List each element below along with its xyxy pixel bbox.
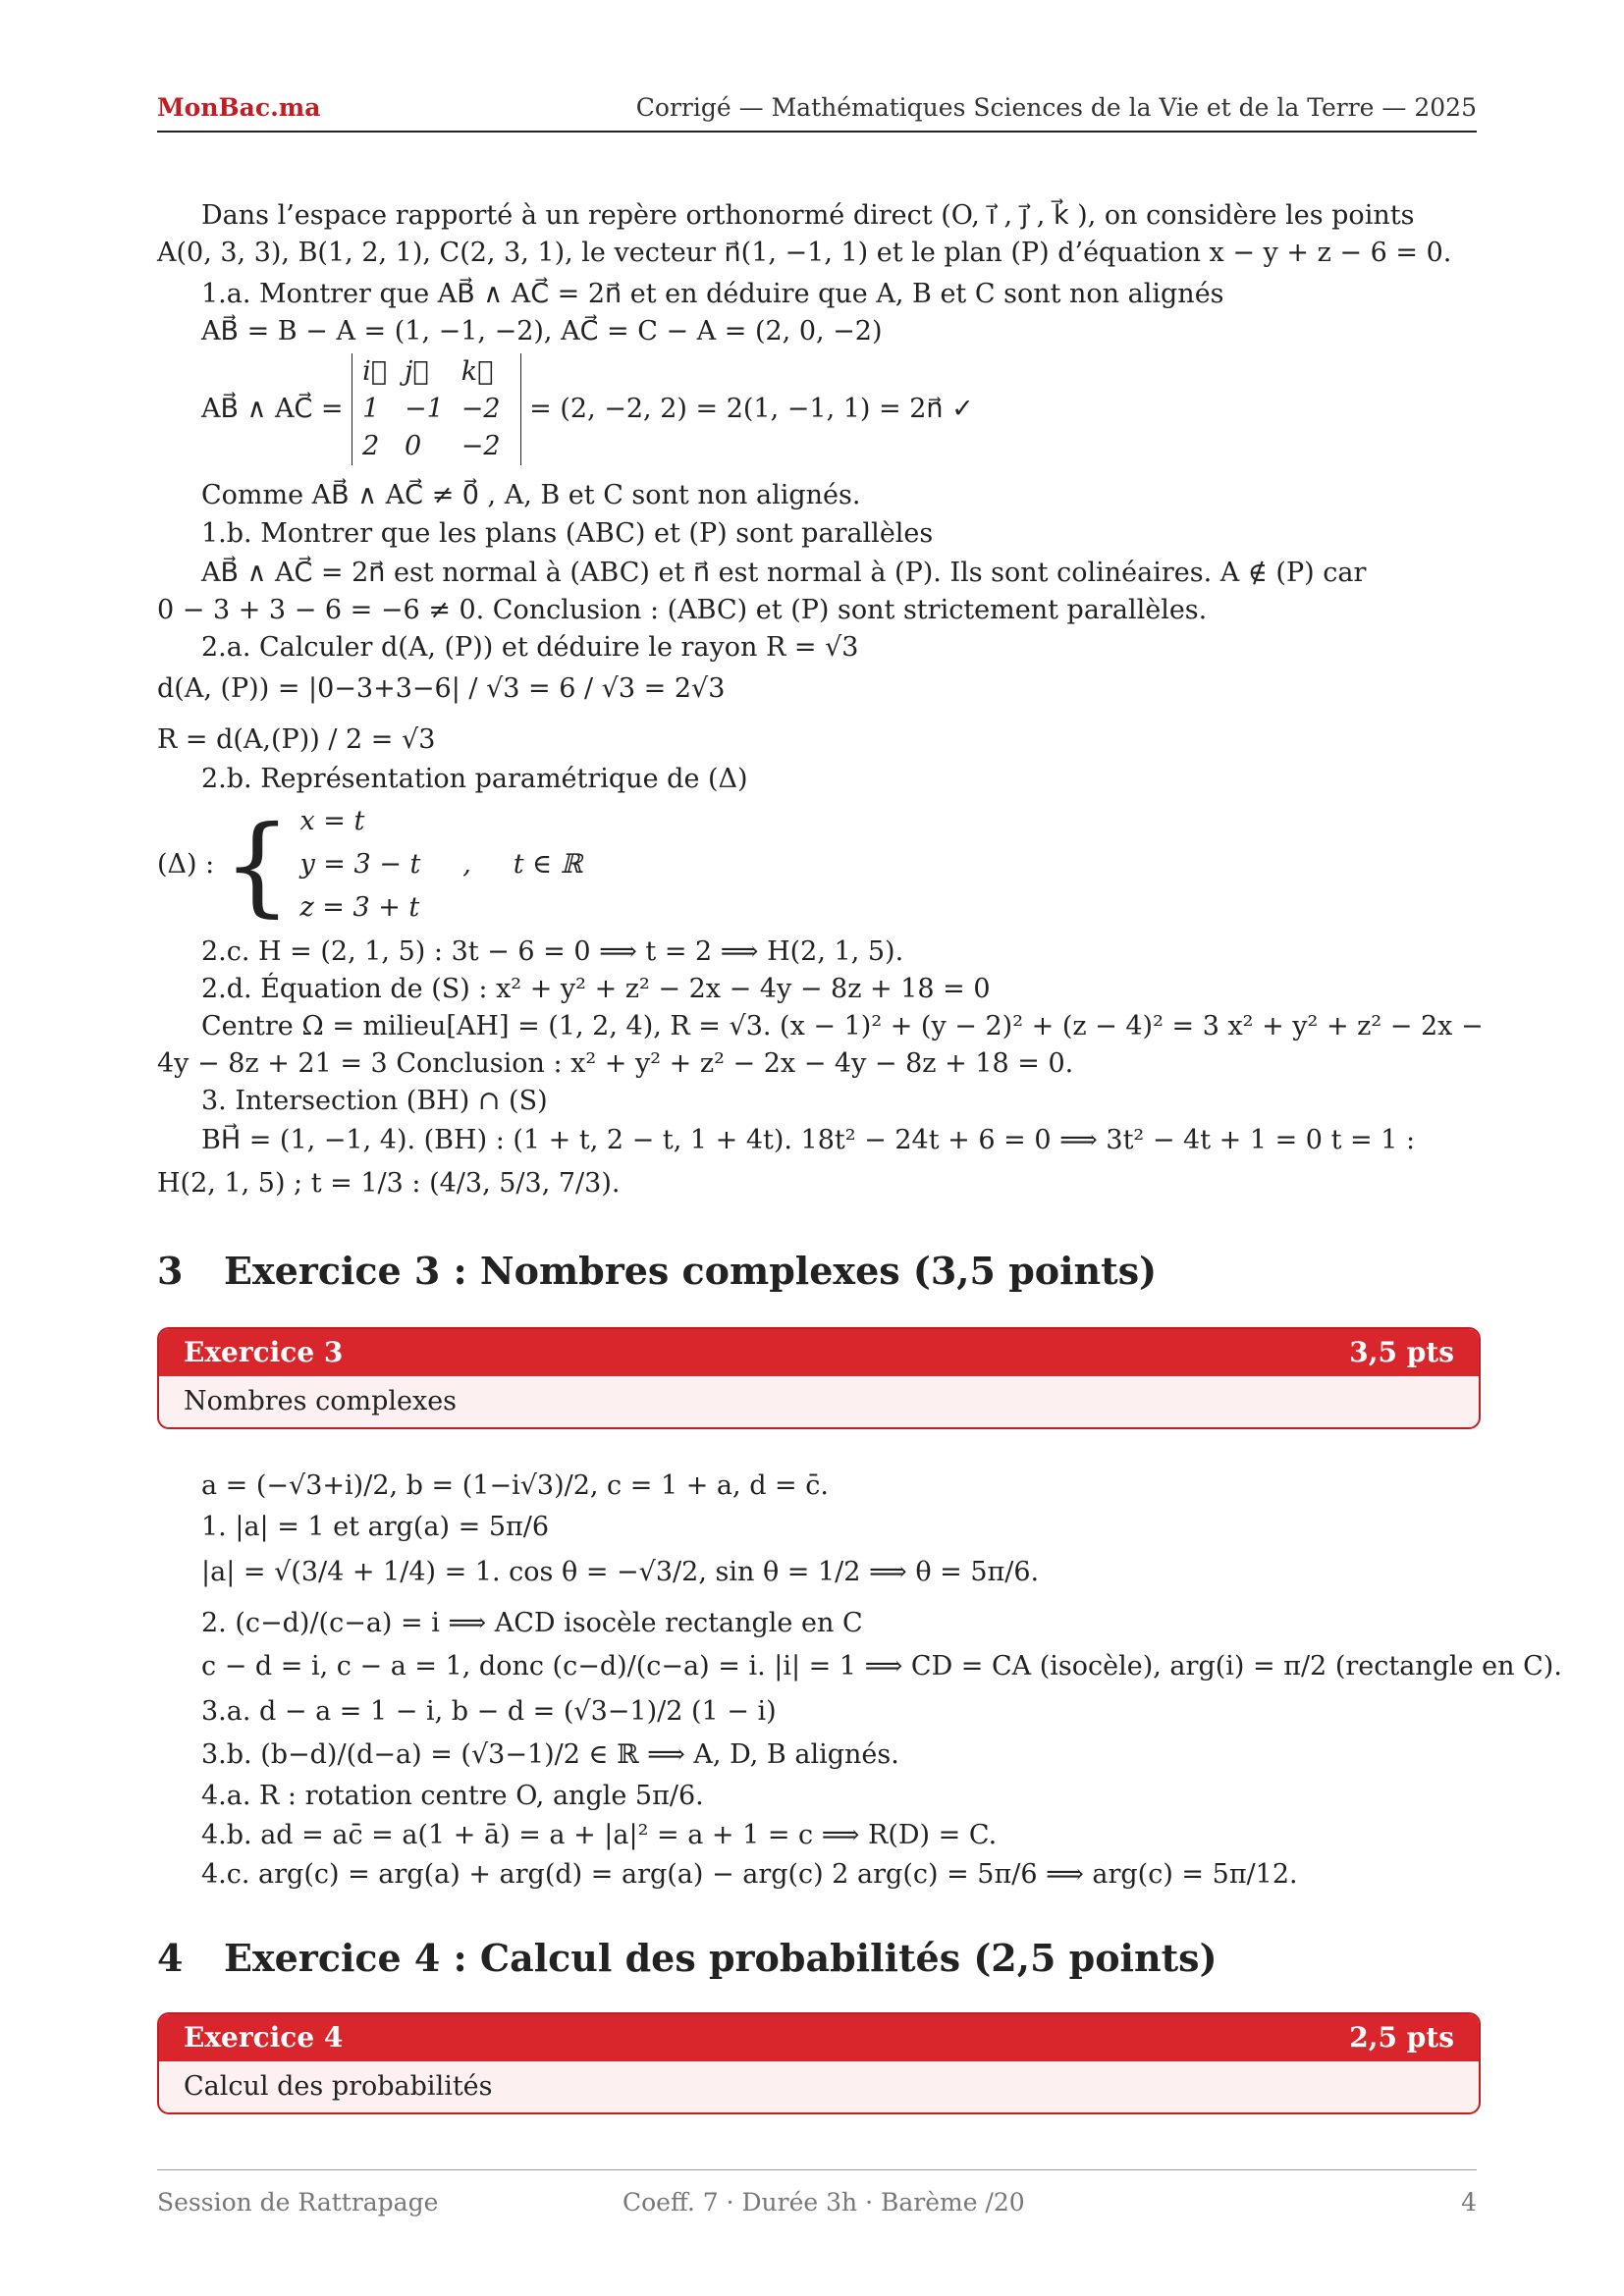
ex3-line8: 4.a. R : rotation centre O, angle 5π/6. [201,1781,704,1811]
cross-lhs: AB⃗ ∧ AC⃗ = [201,394,344,424]
footer-session: Session de Rattrapage [157,2188,439,2216]
ex2-line1: AB⃗ = B − A = (1, −1, −2), AC⃗ = C − A = (2, 0, −2) [201,316,883,347]
ex2-intro-line2: A(0, 3, 3), B(1, 2, 1), C(2, 3, 1), le vecteur n⃗(1, −1, 1) et le plan (P) d’équation x − y + z − 6 = 0. [157,238,1452,268]
ex3-line1: a = (−√3+i)/2, b = (1−i√3)/2, c = 1 + a, d = c̄. [201,1470,829,1501]
brand-logo[interactable]: MonBac.ma [157,93,321,122]
ex3-line2: 1. |a| = 1 et arg(a) = 5π/6 [201,1512,550,1542]
ex3-line5: c − d = i, c − a = 1, donc (c−d)/(c−a) = i. |i| = 1 ⟹ CD = CA (isocèle), arg(i) = π/2 (rectangle en C). [201,1651,1562,1682]
exercise-3-box [157,1327,1481,1429]
ex2-line10: H(2, 1, 5) ; t = 1/3 : (4/3, 5/3, 7/3). [157,1168,621,1199]
system-rows: x = t y = 3 − t , t ∈ ℝ z = 3 + t [299,806,583,923]
page-number: 4 [1461,2188,1477,2216]
cross-rhs: = (2, −2, 2) = 2(1, −1, 1) = 2n⃗ ✓ [529,394,974,424]
ex2-line7: Centre Ω = milieu[AH] = (1, 2, 4), R = √3. (x − 1)² + (y − 2)² + (z − 4)² = 3 x² + y² + z² − 2x − [201,1011,1484,1041]
ex2-line8: 4y − 8z + 21 = 3 Conclusion : x² + y² + z² − 2x − 4y − 8z + 18 = 0. [157,1048,1074,1079]
ex3-line4: 2. (c−d)/(c−a) = i ⟹ ACD isocèle rectangle en C [201,1608,863,1638]
exercise-4-box [157,2012,1481,2114]
exercise-3-box-header: Exercice 3 3,5 pts [159,1329,1479,1376]
exercise-4-box-body: Calcul des probabilités [184,2071,493,2102]
section-3-heading: 3 Exercice 3 : Nombres complexes (3,5 points) [157,1249,1158,1293]
brace-icon: { [222,802,292,928]
ex2-line6: R = d(A,(P)) / 2 = √3 [157,724,436,755]
ex3-line3: |a| = √(3/4 + 1/4) = 1. cos θ = −√3/2, sin θ = 1/2 ⟹ θ = 5π/6. [201,1557,1040,1587]
ex2-line2: Comme AB⃗ ∧ AC⃗ ≠ 0⃗ , A, B et C sont non alignés. [201,480,861,510]
q3: 3. Intersection (BH) ∩ (S) [201,1086,548,1116]
q2d: 2.d. Équation de (S) : x² + y² + z² − 2x − 4y − 8z + 18 = 0 [201,974,991,1004]
ex2-line3: AB⃗ ∧ AC⃗ = 2n⃗ est normal à (ABC) et n⃗ est normal à (P). Ils sont colinéaires. A ∉ (P) car [201,558,1367,588]
ex2-line4: 0 − 3 + 3 − 6 = −6 ≠ 0. Conclusion : (ABC) et (P) sont strictement parallèles. [157,595,1208,625]
exercise-4-points: 2,5 pts [1349,2021,1454,2054]
ex3-line9: 4.b. ad = ac̄ = a(1 + ā) = a + |a|² = a + 1 = c ⟹ R(D) = C. [201,1820,998,1850]
ex3-line10: 4.c. arg(c) = arg(a) + arg(d) = arg(a) − arg(c) 2 arg(c) = 5π/6 ⟹ arg(c) = 5π/12. [201,1859,1298,1890]
q2a: 2.a. Calculer d(A, (P)) et déduire le rayon R = √3 [201,632,859,663]
page-header [157,91,1477,133]
cross-product [157,353,1477,471]
ex2-intro: Dans l’espace rapporté à un repère orthonormé direct (O, i⃗ , j⃗ , k⃗ ), on considère les points [201,200,1415,231]
exercise-3-points: 3,5 pts [1349,1336,1454,1368]
header-title: Corrigé — Mathématiques Sciences de la Vie et de la Terre — 2025 [635,93,1477,122]
determinant-matrix: i⃗ j⃗ k⃗ 1 −1 −2 2 0 −2 [352,353,520,465]
page-footer [157,2169,1477,2216]
q1a: 1.a. Montrer que AB⃗ ∧ AC⃗ = 2n⃗ et en déduire que A, B et C sont non alignés [201,279,1224,309]
exercise-4-box-header: Exercice 4 2,5 pts [159,2014,1479,2061]
system-lhs: (Δ) : [157,849,215,880]
ex3-line6: 3.a. d − a = 1 − i, b − d = (√3−1)/2 (1 − i) [201,1696,777,1727]
q2c: 2.c. H = (2, 1, 5) : 3t − 6 = 0 ⟹ t = 2 ⟹ H(2, 1, 5). [201,936,904,967]
ex2-line9: BH⃗ = (1, −1, 4). (BH) : (1 + t, 2 − t, 1 + 4t). 18t² − 24t + 6 = 0 ⟹ 3t² − 4t + 1 = 0 t = 1 : [201,1125,1416,1155]
q1b: 1.b. Montrer que les plans (ABC) et (P) sont parallèles [201,518,934,549]
ex3-line7: 3.b. (b−d)/(d−a) = (√3−1)/2 ∈ ℝ ⟹ A, D, B alignés. [201,1739,899,1770]
parametric-system [157,800,1477,937]
ex2-line5: d(A, (P)) = |0−3+3−6| / √3 = 6 / √3 = 2√3 [157,673,726,704]
exercise-3-box-body: Nombres complexes [184,1386,458,1416]
footer-info: Coeff. 7 · Durée 3h · Barème /20 [623,2188,1025,2216]
section-4-heading: 4 Exercice 4 : Calcul des probabilités (2,5 points) [157,1936,1218,1980]
q2b: 2.b. Représentation paramétrique de (Δ) [201,764,748,794]
